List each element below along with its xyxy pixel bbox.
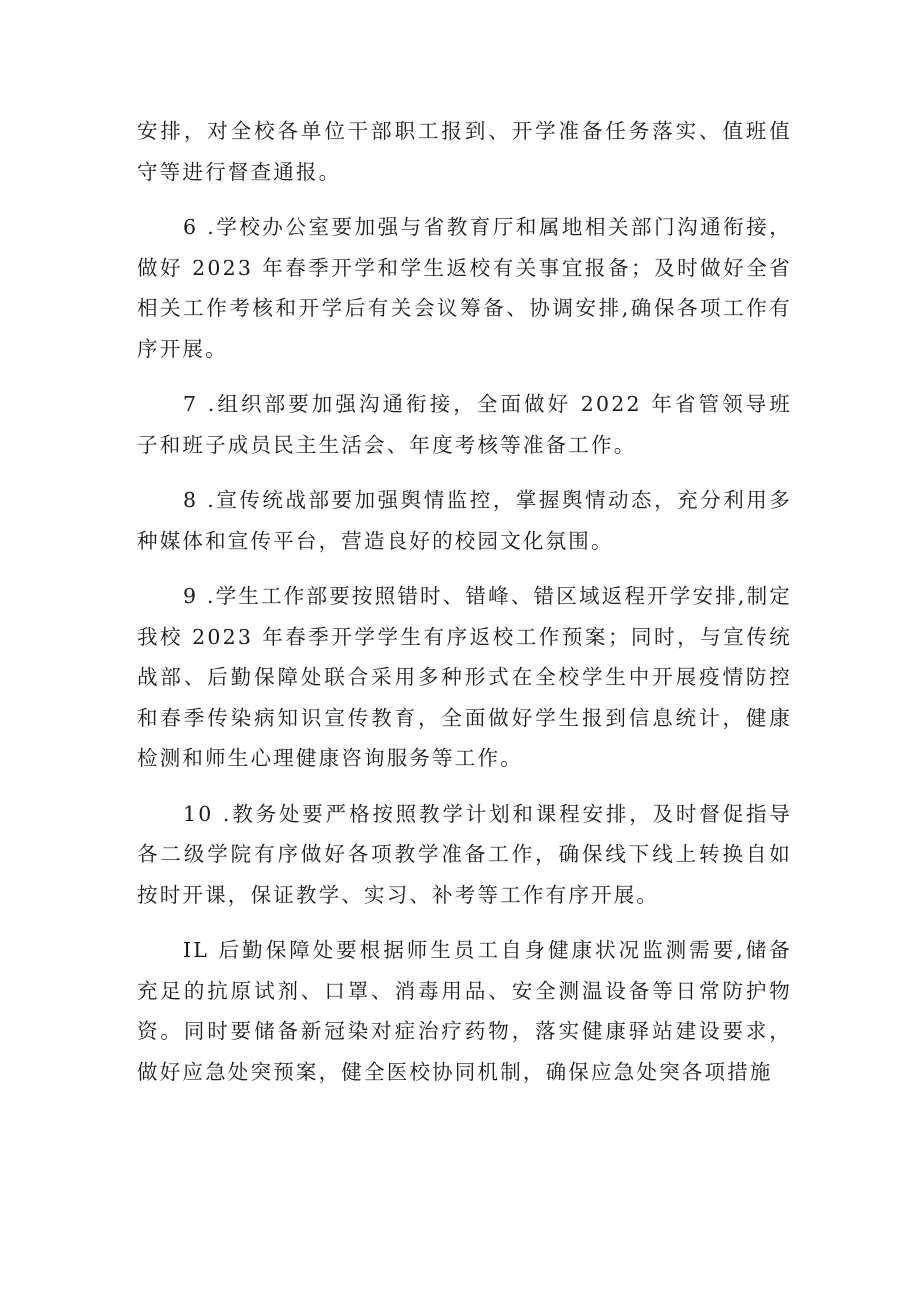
paragraph-item-6: 6 .学校办公室要加强与省教育厅和属地相关部门沟通衔接，做好 2023 年春季开学和学生返校有关事宜报备；及时做好全省相关工作考核和开学后有关会议筹备、协调安排,确保各项工作有序开展。 <box>137 215 792 361</box>
paragraph-item-7: 7 .组织部要加强沟通衔接，全面做好 2022 年省管领导班子和班子成员民主生活会、年度考核等准备工作。 <box>137 392 792 457</box>
paragraph-item-9: 9 .学生工作部要按照错时、错峰、错区域返程开学安排,制定我校 2023 年春季开学学生有序返校工作预案；同时，与宣传统战部、后勤保障处联合采用多种形式在全校学生中开展疫情防控和春季传染病知识宣传教育，全面做好学生报到信息统计，健康检测和师生心理健康咨询服务等工作。 <box>137 584 792 770</box>
paragraph-item-10: 10 .教务处要严格按照教学计划和课程安排，及时督促指导各二级学院有序做好各项教学准备工作，确保线下线上转换自如按时开课，保证教学、实习、补考等工作有序开展。 <box>137 801 792 907</box>
paragraph-item-11: IL 后勤保障处要根据师生员工自身健康状况监测需要,储备充足的抗原试剂、口罩、消毒用品、安全测温设备等日常防护物资。同时要储备新冠染对症治疗药物，落实健康驿站建设要求，做好应急处突预案，健全医校协同机制，确保应急处突各项措施 <box>137 938 792 1084</box>
paragraph-continued: 安排，对全校各单位干部职工报到、开学准备任务落实、值班值守等进行督查通报。 <box>137 119 792 184</box>
paragraph-item-8: 8 .宣传统战部要加强舆情监控，掌握舆情动态，充分利用多种媒体和宣传平台，营造良好的校园文化氛围。 <box>137 488 792 553</box>
document-body <box>137 111 792 1107</box>
